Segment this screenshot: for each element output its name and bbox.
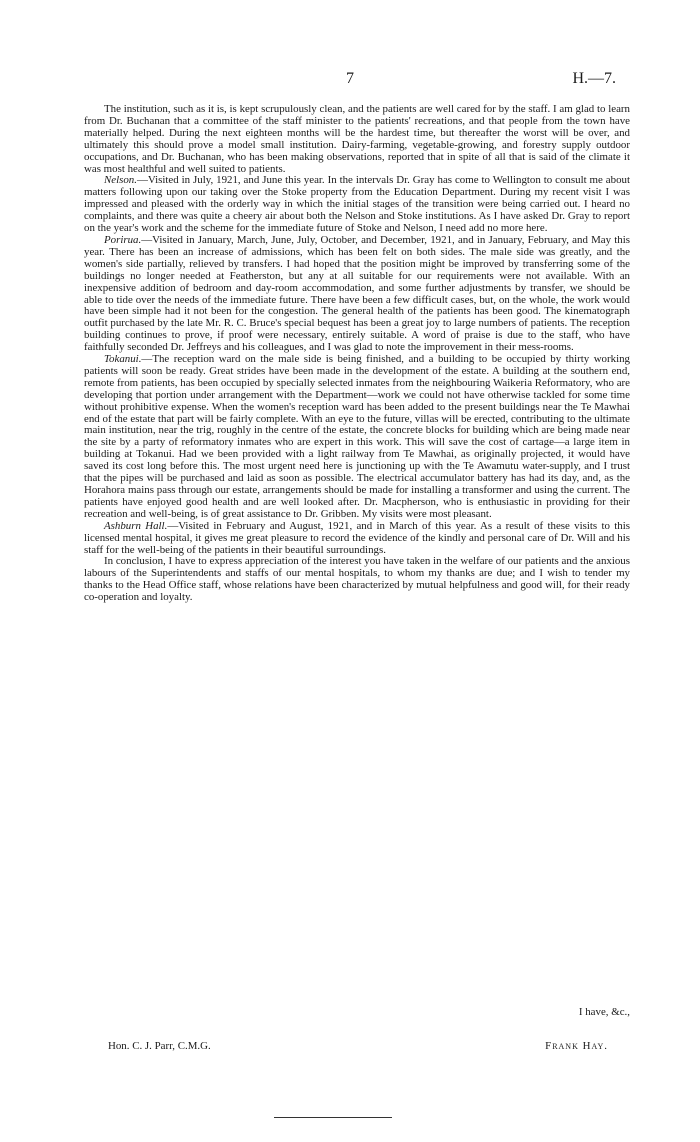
paragraph-heading: Ashburn Hall.: [104, 519, 168, 532]
recipient-name: Hon. C. J. Parr, C.M.G.: [108, 1040, 211, 1052]
paragraph-text: The institution, such as it is, is kept scrupulously clean, and the patients are well cared for by the staff. I am glad to learn from Dr. Buchanan that a committee of the staff minister to the patients' recreations, and that people from the town have materially helped. During the next eighteen months will be the hardest time, but thereafter the worst will be over, and ultimately this should prove a model small institution. Dairy-farming, vegetable-growing, and forestry supply outdoor occupations, and Dr. Buchanan, who has been making observations, reported that in spite of all that is said of the climate it was most healthful and well suited to patients.: [84, 103, 630, 175]
paragraph-heading: Nelson.: [104, 174, 137, 187]
closing-salutation: I have, &c.,: [578, 1006, 630, 1018]
paragraph-conclusion: [84, 556, 630, 604]
document-reference: H.—7.: [572, 70, 616, 87]
paragraph-text: —Visited in February and August, 1921, and in March of this year. As a result of these visits to this licensed mental hospital, it gives me great pleasure to record the evidence of the kindly and personal care of Dr. Will and his staff for the well-being of the patients in their beautiful surroundings.: [84, 519, 631, 556]
page-header: [84, 70, 616, 92]
report-body: [84, 104, 630, 604]
paragraph-text: —Visited in January, March, June, July, October, and December, 1921, and in January, February, and May this year. There has been an increase of admissions, which has been felt on both sides. The male side was greatly, and the women's side partially, relieved by transfers. I had hoped that the position might be improved by transferring some of the buildings no longer needed at Featherston, but any at all suitable for our requirements were not available. With an inexpensive addition of bedroom and day-room accommodation, and some further adjustments by transfer, we should be able to tide over the needs of the immediate future. There have been a few difficult cases, but, on the whole, the work would have been simple had it not been for the congestion. The general health of the patients has been good. The kinematograph outfit purchased by the late Mr. R. C. Bruce's special bequest has been a great joy to large numbers of patients. The reception building continues to prove, if proof were necessary, entirely suitable. A word of praise is due to the staff, who have faithfully seconded Dr. Jeffreys and his colleagues, and I was glad to note the improvement in their mess-rooms.: [84, 233, 630, 354]
paragraph-heading: Porirua.: [104, 233, 142, 246]
paragraph-text: In conclusion, I have to express appreciation of the interest you have taken in the welfare of our patients and the anxious labours of the Superintendents and staffs of our mental hospitals, to whom my thanks are due; and I wish to tender my thanks to the Head Office staff, whose relations have been characterized by mutual helpfulness and good will, for their ready co-operation and loyalty.: [84, 555, 630, 604]
signatory-name: Frank Hay.: [545, 1040, 608, 1052]
closing-block: [84, 1006, 630, 1018]
paragraph-porirua: [84, 235, 630, 354]
paragraph-heading: Tokanui.: [104, 353, 142, 366]
paragraph-nelson: [84, 175, 630, 235]
paragraph-ashburn-hall: [84, 521, 630, 557]
paragraph-text: —Visited in July, 1921, and June this year. In the intervals Dr. Gray has come to Wellington to consult me about matters following upon our taking over the Stoke property from the Education Department. During my recent visit I was impressed and pleased with the orderly way in which the initial stages of the transition were being carried out. I heard no complaints, and there was quite a cheery air about both the Nelson and Stoke institutions. As I have asked Dr. Gray to report on the year's work and the scheme for the immediate future of Stoke and Nelson, I need add no more here.: [84, 174, 630, 235]
paragraph-text: —The reception ward on the male side is being finished, and a building to be occupied by thirty working patients will soon be ready. Great strides have been made in the development of the estate. A building at the southern end, remote from patients, has been occupied by specially selected inmates from the neighbouring Waikeria Reformatory, who are developing that portion under arrangement with the Department—work we could not have otherwise tackled for some time without prohibitive expense. When the women's reception ward has been added to the present buildings near the Te Mawhai end of the estate that part will be fairly complete. With an eye to the future, villas will be erected, contributing to the ultimate main institution, near the trig, roughly in the centre of the estate, the concrete blocks for building which are being made near the site by a party of reformatory inmates who are expert in this work. This will save the cost of cartage—a large item in building at Tokanui. Had we been provided with a light railway from Te Mawhai, as originally projected, it would have saved its cost long before this. The most urgent need here is junctioning up with the Te Awamutu water-supply, and I trust that the pipes will be purchased and laid as soon as possible. The electrical accumulator battery has had its day, and, as the Horahora mains pass through our estate, arrangements should be made for installing a transformer and using the current. The patients have enjoyed good health and are well looked after. Dr. Macpherson, who is enthusiastic in providing for their recreation and well-being, is of great assistance to Dr. Gribben. My visits were most pleasant.: [84, 353, 630, 520]
end-rule: [274, 1117, 392, 1118]
page-number: 7: [346, 70, 354, 87]
paragraph-institution: [84, 104, 630, 175]
paragraph-tokanui: [84, 354, 630, 521]
